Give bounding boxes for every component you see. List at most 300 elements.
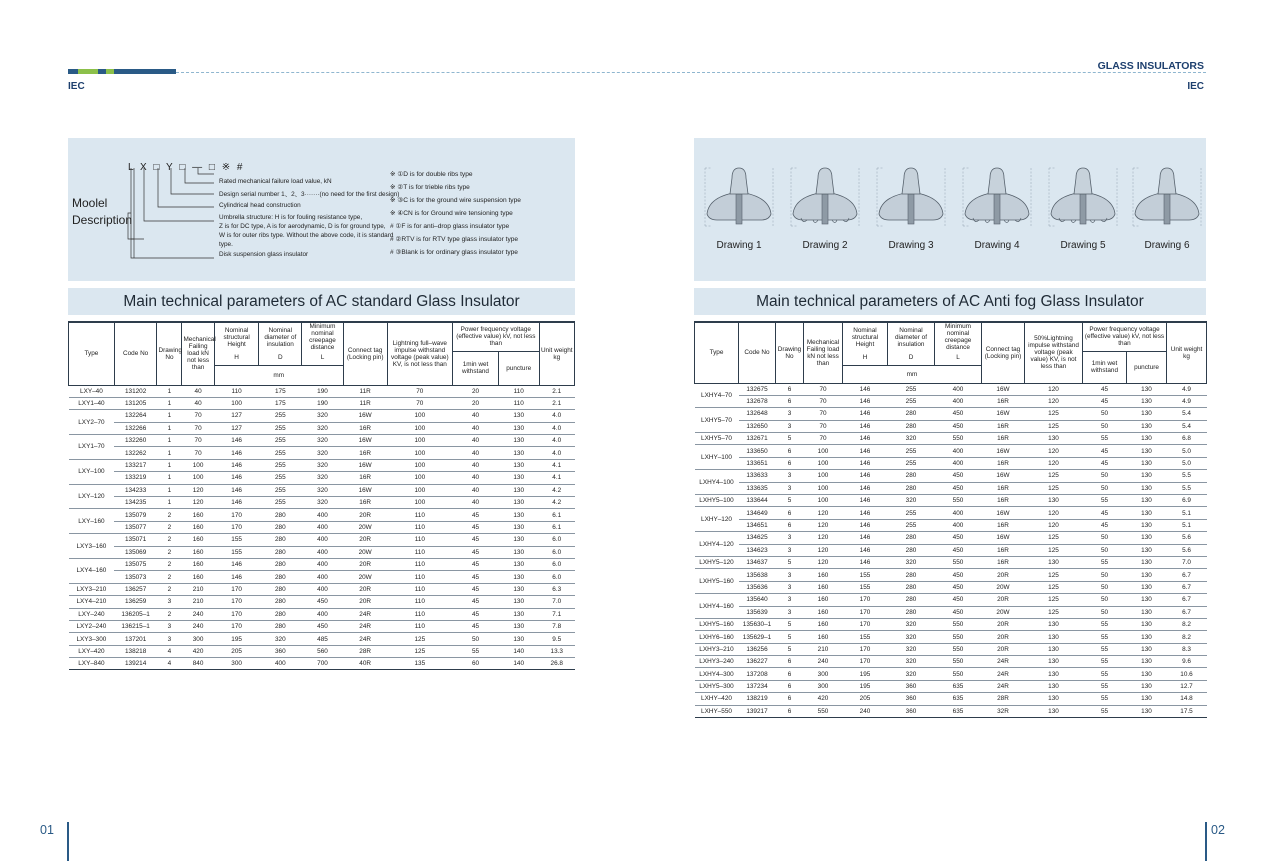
insulator-drawing-icon — [1045, 150, 1121, 234]
table-cell: 133217 — [114, 459, 157, 471]
table-cell: 420 — [804, 693, 843, 705]
table-cell: 550 — [935, 631, 982, 643]
table-cell: 130 — [1127, 594, 1167, 606]
table-cell: 146 — [843, 532, 888, 544]
table-cell: 70 — [804, 408, 843, 420]
type-cell: LXY2–240 — [69, 620, 115, 632]
table-cell: 1 — [157, 447, 182, 459]
table-cell: 134623 — [739, 544, 776, 556]
table-cell: 55 — [1083, 433, 1127, 445]
table-cell: 40R — [343, 658, 387, 670]
table-cell: 2 — [157, 608, 182, 620]
table-cell: 160 — [182, 509, 214, 521]
table-cell: 420 — [182, 645, 214, 657]
table-cell: 6.7 — [1167, 594, 1207, 606]
table-row — [695, 594, 1207, 606]
table-cell: 100 — [214, 397, 259, 409]
table-cell: 132650 — [739, 420, 776, 432]
table-cell: 155 — [843, 569, 888, 581]
table-cell: 120 — [804, 532, 843, 544]
col-height-sym: H — [214, 351, 259, 365]
table-cell: 550 — [935, 433, 982, 445]
table-cell: 136257 — [114, 583, 157, 595]
table-cell: 110 — [498, 385, 539, 397]
type-cell: LXY3–300 — [69, 633, 115, 645]
type-cell: LXHY6–160 — [695, 631, 739, 643]
table-cell: 40 — [453, 472, 499, 484]
table-cell: 16R — [982, 544, 1025, 556]
table-cell: 6.8 — [1167, 433, 1207, 445]
table-cell: 280 — [259, 546, 302, 558]
table-cell: 400 — [302, 521, 344, 533]
table-cell: 130 — [1127, 532, 1167, 544]
table-cell: 40 — [453, 422, 499, 434]
table-cell: 160 — [804, 581, 843, 593]
table-cell: 8.2 — [1167, 631, 1207, 643]
col-mech-load: Mechanical Failing load kN not less than — [182, 322, 214, 385]
antifog-spec-table — [694, 321, 1207, 718]
table-cell: 55 — [1083, 656, 1127, 668]
table-cell: 132266 — [114, 422, 157, 434]
table-cell: 360 — [888, 693, 935, 705]
table-row — [69, 608, 575, 620]
table-cell: 170 — [214, 596, 259, 608]
table-row — [695, 680, 1207, 692]
type-cell: LXY–240 — [69, 608, 115, 620]
table-cell: 120 — [1025, 519, 1083, 531]
table-cell: 50 — [1083, 544, 1127, 556]
table-cell: 120 — [804, 519, 843, 531]
table-cell: 130 — [498, 571, 539, 583]
table-cell: 40 — [182, 385, 214, 397]
table-cell: 134625 — [739, 532, 776, 544]
table-cell: 1 — [157, 422, 182, 434]
table-cell: 125 — [1025, 569, 1083, 581]
table-cell: 45 — [453, 534, 499, 546]
type-cell: LXHY4–160 — [695, 594, 739, 619]
table-cell: 130 — [1025, 693, 1083, 705]
table-cell: 255 — [888, 395, 935, 407]
drawing-6 — [1128, 150, 1206, 251]
legend-line: type. — [219, 241, 233, 248]
table-cell: 55 — [1083, 693, 1127, 705]
table-cell: 485 — [302, 633, 344, 645]
table-cell: 170 — [843, 606, 888, 618]
table-cell: 45 — [1083, 445, 1127, 457]
table-cell: 280 — [888, 532, 935, 544]
table-cell: 170 — [214, 608, 259, 620]
col-mm-unit: mm — [214, 365, 343, 385]
col-power-frequency: Power frequency voltage (effective value) kV, not less than — [1083, 322, 1167, 351]
table-row — [69, 534, 575, 546]
table-cell: 55 — [1083, 668, 1127, 680]
table-cell: 255 — [259, 459, 302, 471]
table-cell: 130 — [498, 521, 539, 533]
header-dashed-line — [176, 72, 1206, 73]
table-cell: 134651 — [739, 519, 776, 531]
table-cell: 205 — [214, 645, 259, 657]
table-cell: 110 — [387, 596, 453, 608]
table-cell: 45 — [453, 571, 499, 583]
table-cell: 146 — [214, 447, 259, 459]
page-bar-left — [67, 822, 69, 861]
table-cell: 6.0 — [539, 571, 575, 583]
table-cell: 1 — [157, 397, 182, 409]
table-cell: 127 — [214, 410, 259, 422]
table-cell: 450 — [935, 569, 982, 581]
table-cell: 9.5 — [539, 633, 575, 645]
table-cell: 20R — [343, 509, 387, 521]
table-cell: 3 — [776, 581, 804, 593]
table-cell: 130 — [498, 633, 539, 645]
table-cell: 130 — [1127, 556, 1167, 568]
table-cell: 5 — [776, 556, 804, 568]
table-row — [69, 410, 575, 422]
col-code-no: Code No — [739, 322, 776, 383]
table-cell: 45 — [453, 521, 499, 533]
table-cell: 131205 — [114, 397, 157, 409]
table-cell: 125 — [1025, 594, 1083, 606]
table-cell: 110 — [387, 571, 453, 583]
model-code: L X □ Y □ — □ ※ # — [128, 162, 245, 173]
type-cell: LXY–420 — [69, 645, 115, 657]
table-cell: 5.6 — [1167, 532, 1207, 544]
table-cell: 3 — [776, 594, 804, 606]
table-cell: 300 — [182, 633, 214, 645]
table-cell: 6 — [776, 668, 804, 680]
table-cell: 10.6 — [1167, 668, 1207, 680]
table-cell: 100 — [182, 472, 214, 484]
table-cell: 55 — [1083, 643, 1127, 655]
table-cell: 280 — [259, 608, 302, 620]
table-cell: 450 — [935, 544, 982, 556]
table-cell: 255 — [259, 422, 302, 434]
table-cell: 2 — [157, 534, 182, 546]
table-cell: 210 — [182, 583, 214, 595]
table-cell: 146 — [843, 519, 888, 531]
table-cell: 45 — [453, 620, 499, 632]
table-cell: 55 — [1083, 680, 1127, 692]
table-cell: 135636 — [739, 581, 776, 593]
table-cell: 1 — [157, 385, 182, 397]
table-cell: 635 — [935, 705, 982, 717]
table-cell: 110 — [387, 546, 453, 558]
standard-table-title: Main technical parameters of AC standard Glass Insulator — [68, 288, 575, 315]
table-cell: 50 — [1083, 482, 1127, 494]
table-cell: 20W — [343, 571, 387, 583]
table-cell: 550 — [935, 618, 982, 630]
table-cell: 255 — [259, 435, 302, 447]
table-cell: 4.1 — [539, 459, 575, 471]
table-cell: 6.7 — [1167, 569, 1207, 581]
table-cell: 170 — [843, 656, 888, 668]
table-cell: 6 — [776, 519, 804, 531]
table-cell: 6 — [776, 705, 804, 717]
table-cell: 133650 — [739, 445, 776, 457]
table-cell: 130 — [1025, 495, 1083, 507]
table-cell: 100 — [804, 495, 843, 507]
type-cell: LXHY3–210 — [695, 643, 739, 655]
table-row — [695, 395, 1207, 407]
table-cell: 130 — [498, 608, 539, 620]
table-cell: 130 — [1025, 433, 1083, 445]
table-cell: 110 — [387, 534, 453, 546]
table-cell: 130 — [1127, 631, 1167, 643]
table-cell: 2 — [157, 509, 182, 521]
table-cell: 20 — [453, 385, 499, 397]
table-cell: 100 — [804, 482, 843, 494]
table-cell: 70 — [182, 435, 214, 447]
table-cell: 400 — [302, 546, 344, 558]
table-row — [695, 482, 1207, 494]
table-cell: 400 — [935, 383, 982, 395]
table-row — [69, 472, 575, 484]
table-cell: 8.3 — [1167, 643, 1207, 655]
table-cell: 300 — [214, 658, 259, 670]
drawing-label: Drawing 2 — [802, 240, 848, 251]
table-cell: 210 — [804, 643, 843, 655]
table-cell: 4.2 — [539, 484, 575, 496]
table-cell: 130 — [1127, 395, 1167, 407]
table-cell: 45 — [453, 546, 499, 558]
table-cell: 55 — [1083, 556, 1127, 568]
table-cell: 4.0 — [539, 435, 575, 447]
table-cell: 160 — [804, 594, 843, 606]
table-cell: 130 — [498, 410, 539, 422]
table-cell: 170 — [843, 643, 888, 655]
table-cell: 16R — [982, 457, 1025, 469]
table-cell: 146 — [214, 435, 259, 447]
antifog-table-section — [694, 288, 1206, 718]
table-cell: 255 — [259, 410, 302, 422]
table-cell: 70 — [387, 385, 453, 397]
page-number-right: 02 — [1211, 823, 1225, 837]
table-row — [69, 447, 575, 459]
table-cell: 140 — [498, 658, 539, 670]
table-cell: 45 — [453, 608, 499, 620]
table-cell: 9.6 — [1167, 656, 1207, 668]
table-cell: 127 — [214, 422, 259, 434]
table-cell: 132262 — [114, 447, 157, 459]
type-cell: LXHY–120 — [695, 507, 739, 532]
table-row — [695, 581, 1207, 593]
table-cell: 146 — [843, 495, 888, 507]
drawing-2 — [786, 150, 864, 251]
table-cell: 3 — [776, 470, 804, 482]
table-cell: 155 — [843, 631, 888, 643]
type-cell: LXHY5–100 — [695, 495, 739, 507]
table-cell: 132260 — [114, 435, 157, 447]
table-cell: 280 — [888, 569, 935, 581]
table-cell: 16W — [343, 435, 387, 447]
table-cell: 240 — [182, 608, 214, 620]
insulator-drawing-icon — [959, 150, 1035, 234]
table-cell: 400 — [302, 509, 344, 521]
table-cell: 190 — [302, 385, 344, 397]
table-cell: 125 — [1025, 470, 1083, 482]
table-cell: 160 — [182, 521, 214, 533]
table-row — [69, 583, 575, 595]
table-cell: 137208 — [739, 668, 776, 680]
type-cell: LXHY–100 — [695, 445, 739, 470]
table-cell: 16R — [343, 497, 387, 509]
table-cell: 6.0 — [539, 546, 575, 558]
table-cell: 3 — [776, 606, 804, 618]
table-cell: 4.9 — [1167, 383, 1207, 395]
table-cell: 6.1 — [539, 509, 575, 521]
legend-line: Cylindrical head construction — [219, 202, 301, 209]
type-cell: LXHY5–160 — [695, 618, 739, 630]
table-cell: 125 — [1025, 420, 1083, 432]
model-note: ※ ④CN is for Ground wire tensioning type — [390, 210, 513, 217]
table-cell: 130 — [1025, 668, 1083, 680]
table-cell: 110 — [498, 397, 539, 409]
type-cell: LXY1–70 — [69, 435, 115, 460]
table-cell: 20R — [343, 596, 387, 608]
table-row — [69, 422, 575, 434]
table-cell: 133635 — [739, 482, 776, 494]
table-cell: 146 — [843, 433, 888, 445]
table-cell: 5.1 — [1167, 507, 1207, 519]
table-cell: 450 — [935, 532, 982, 544]
table-cell: 132264 — [114, 410, 157, 422]
table-cell: 146 — [843, 482, 888, 494]
table-cell: 5.4 — [1167, 408, 1207, 420]
table-cell: 320 — [302, 484, 344, 496]
table-cell: 100 — [804, 457, 843, 469]
table-cell: 130 — [1127, 680, 1167, 692]
table-cell: 20R — [343, 558, 387, 570]
insulator-drawing-icon — [873, 150, 949, 234]
table-cell: 7.8 — [539, 620, 575, 632]
table-cell: 28R — [343, 645, 387, 657]
table-cell: 130 — [1127, 606, 1167, 618]
insulator-drawing-icon — [701, 150, 777, 234]
table-cell: 135 — [387, 658, 453, 670]
table-cell: 320 — [302, 422, 344, 434]
col-height-sym: H — [843, 351, 888, 365]
table-cell: 100 — [387, 472, 453, 484]
table-cell: 50 — [1083, 470, 1127, 482]
table-cell: 146 — [843, 383, 888, 395]
col-unit-weight: Unit weight kg — [539, 322, 575, 385]
table-cell: 130 — [1025, 556, 1083, 568]
table-cell: 450 — [935, 594, 982, 606]
table-cell: 5 — [776, 643, 804, 655]
table-cell: 137234 — [739, 680, 776, 692]
table-cell: 450 — [935, 470, 982, 482]
model-note: ※ ②T is for trieble ribs type — [390, 184, 470, 191]
table-cell: 6.9 — [1167, 495, 1207, 507]
table-cell: 130 — [498, 534, 539, 546]
table-cell: 135075 — [114, 558, 157, 570]
type-cell: LXY1–40 — [69, 397, 115, 409]
table-cell: 5.5 — [1167, 482, 1207, 494]
drawing-label: Drawing 6 — [1144, 240, 1190, 251]
table-cell: 5 — [776, 631, 804, 643]
table-cell: 134233 — [114, 484, 157, 496]
type-cell: LXHY5–120 — [695, 556, 739, 568]
table-cell: 5.6 — [1167, 544, 1207, 556]
table-cell: 24R — [343, 620, 387, 632]
col-drawing-no: Drawing No — [157, 322, 182, 385]
type-cell: LXHY5–70 — [695, 433, 739, 445]
table-cell: 130 — [1025, 680, 1083, 692]
table-cell: 130 — [1127, 457, 1167, 469]
table-cell: 6.7 — [1167, 606, 1207, 618]
table-cell: 280 — [259, 521, 302, 533]
table-cell: 6 — [776, 457, 804, 469]
table-cell: 110 — [387, 558, 453, 570]
col-code-no: Code No — [114, 322, 157, 385]
table-cell: 240 — [843, 705, 888, 717]
table-cell: 132648 — [739, 408, 776, 420]
table-cell: 7.0 — [539, 596, 575, 608]
table-cell: 400 — [302, 583, 344, 595]
table-cell: 130 — [1127, 495, 1167, 507]
table-cell: 16R — [343, 422, 387, 434]
type-cell: LXY4–210 — [69, 596, 115, 608]
model-note: # ②RTV is for RTV type glass insulator type — [390, 236, 519, 243]
table-cell: 135638 — [739, 569, 776, 581]
col-height: Nominal structural Height — [214, 322, 259, 351]
table-cell: 6.7 — [1167, 581, 1207, 593]
drawing-1 — [700, 150, 778, 251]
table-cell: 50 — [1083, 569, 1127, 581]
table-cell: 146 — [843, 445, 888, 457]
table-cell: 840 — [182, 658, 214, 670]
table-cell: 400 — [302, 571, 344, 583]
table-cell: 450 — [302, 596, 344, 608]
table-cell: 120 — [1025, 507, 1083, 519]
table-cell: 133651 — [739, 457, 776, 469]
table-cell: 3 — [776, 408, 804, 420]
standard-spec-table — [68, 321, 575, 670]
table-cell: 120 — [1025, 457, 1083, 469]
table-cell: 130 — [1025, 705, 1083, 717]
table-cell: 120 — [1025, 445, 1083, 457]
table-cell: 320 — [888, 618, 935, 630]
table-row — [69, 571, 575, 583]
type-cell: LXHY4–70 — [695, 383, 739, 408]
table-cell: 400 — [935, 519, 982, 531]
table-cell: 6 — [776, 395, 804, 407]
table-cell: 6 — [776, 693, 804, 705]
table-cell: 4 — [157, 658, 182, 670]
table-cell: 3 — [776, 544, 804, 556]
table-cell: 20R — [343, 583, 387, 595]
type-cell: LXY–40 — [69, 385, 115, 397]
table-row — [695, 470, 1207, 482]
table-cell: 125 — [1025, 606, 1083, 618]
col-puncture: puncture — [498, 351, 539, 385]
table-cell: 130 — [1127, 693, 1167, 705]
table-cell: 160 — [182, 558, 214, 570]
page-number-left: 01 — [40, 823, 54, 837]
table-row — [695, 507, 1207, 519]
table-cell: 5 — [776, 433, 804, 445]
table-cell: 70 — [804, 383, 843, 395]
table-cell: 320 — [259, 633, 302, 645]
col-creepage: Minimum nominal creepage distance — [935, 322, 982, 351]
table-cell: 4.0 — [539, 410, 575, 422]
table-cell: 360 — [888, 705, 935, 717]
table-cell: 110 — [387, 608, 453, 620]
table-cell: 6.3 — [539, 583, 575, 595]
table-row — [69, 658, 575, 670]
table-cell: 560 — [302, 645, 344, 657]
type-cell: LXY–160 — [69, 509, 115, 534]
